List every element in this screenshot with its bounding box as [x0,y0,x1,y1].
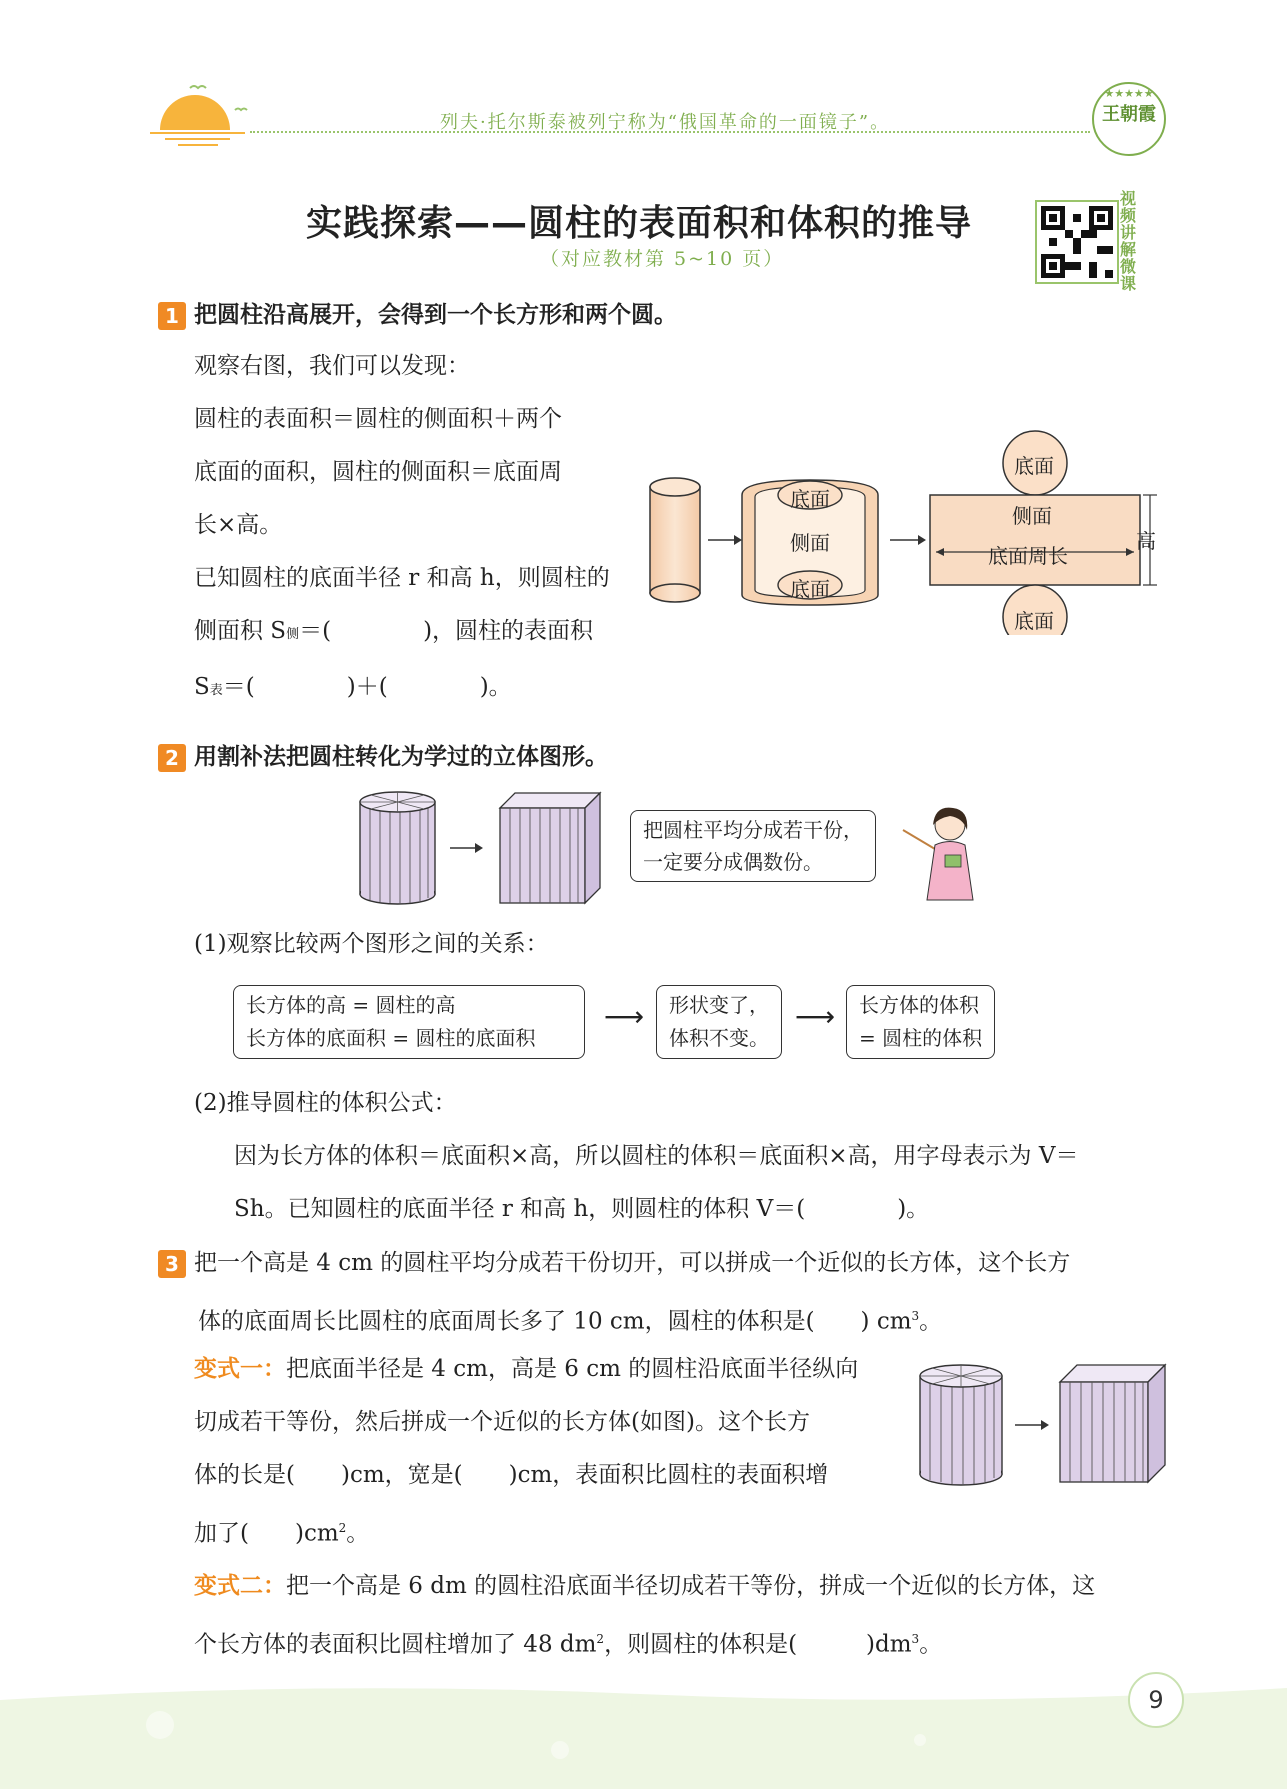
q1-heading [158,296,677,330]
q3-line-1-text: 把一个高是 4 cm 的圆柱平均分成若干份切开，可以拼成一个近似的长方体，这个长方 [194,1250,1071,1276]
variant1-line-4: 加了( )$cm^2$。 [194,1520,370,1547]
variant1-line-2: 切成若干等份，然后拼成一个近似的长方体(如图)。这个长方 [194,1409,810,1435]
label-base-bottom: 底面 [790,577,830,601]
sliced-cylinder [360,792,435,904]
small-cylinder [650,478,700,602]
label-base-top: 底面 [790,487,830,511]
speech-line-1: 把圆柱平均分成若干份， [643,818,863,842]
speech-line-2: 一定要分成偶数份。 [643,850,823,874]
q1-line-1: 观察右图，我们可以发现： [194,353,470,379]
q2-number: 2 [158,744,186,772]
relation-box-1-line-1: 长方体的高 = 圆柱的高 [246,993,456,1017]
label-circle-top: 底面 [1014,454,1054,478]
brand-logo [1092,82,1166,156]
q3-variant1 [194,1343,894,1561]
variant1-line-3: 体的长是( )cm，宽是( )cm，表面积比圆柱的表面积增 [194,1462,829,1488]
q2-part1-label: (1)观察比较两个图形之间的关系： [194,931,549,957]
arrow-icon: ⟶ [795,1000,836,1033]
relation-box-1-line-2: 长方体的底面积 = 圆柱的底面积 [246,1026,536,1050]
qr-code-icon [1041,206,1113,278]
q3-number: 3 [158,1250,186,1278]
page-number-badge [1128,1672,1184,1728]
q3-variant2-line-2: 个长方体的表面积比圆柱增加了 48 $dm^2$，则圆柱的体积是( )$dm^3$。 [194,1631,943,1658]
sliced-cylinder [920,1365,1002,1485]
qr-code[interactable] [1035,200,1119,284]
q1-line-2: 圆柱的表面积＝圆柱的侧面积＋两个 [194,406,562,432]
header-quote: 列夫·托尔斯泰被列宁称为“俄国革命的一面镜子”。 [440,112,891,133]
relation-box-3-line-1: 长方体的体积 [859,993,979,1017]
q2-heading-text: 用割补法把圆柱转化为学过的立体图形。 [194,744,608,770]
label-rect-lateral: 侧面 [1012,504,1052,528]
label-circle-bottom: 底面 [1014,609,1054,633]
q2-part2-line-1: 因为长方体的体积＝底面积×高，所以圆柱的体积＝底面积×高，用字母表示为 V＝ [234,1143,1079,1169]
variant2-label: 变式二： [194,1573,286,1599]
q1-unfold-diagram [640,425,1170,635]
sunset-icon [150,78,260,153]
relation-box-3 [846,985,995,1059]
arrow-icon: ⟶ [604,1000,645,1033]
variant1-line-1: 变式一：把底面半径是 4 cm，高是 6 cm 的圆柱沿底面半径纵向 [194,1356,859,1382]
relation-box-1 [233,985,585,1059]
q2-slice-diagram [355,788,605,908]
page-number: 9 [1148,1686,1164,1714]
teacher-speech-bubble [630,810,876,882]
q3-variant2-line-1: 变式二：把一个高是 6 dm 的圆柱沿底面半径切成若干等份，拼成一个近似的长方体，这 [194,1573,1096,1599]
label-lateral: 侧面 [790,531,830,555]
q1-line-4: 长×高。 [194,512,283,538]
footer-background [0,1680,1287,1789]
page-subtitle: （对应教材第 5~10 页） [540,248,785,270]
label-height: 高 [1136,529,1156,553]
relation-box-2-line-2: 体积不变。 [669,1026,769,1050]
q1-line-7: S表＝( )＋( )。 [194,674,512,700]
q3-line-1 [158,1237,1070,1290]
q2-part2-line-2: Sh。已知圆柱的底面半径 r 和高 h，则圆柱的体积 V＝( )。 [234,1196,930,1222]
q1-number: 1 [158,302,186,330]
qr-label: 视频讲解微课 [1120,189,1137,293]
label-rect-circumference: 底面周长 [988,544,1068,568]
page-title: 实践探索——圆柱的表面积和体积的推导 [306,203,973,244]
variant1-label: 变式一： [194,1356,286,1382]
q3-slice-diagram [915,1360,1170,1490]
brand-stars-icon: ★★★★★ [1104,87,1154,100]
q1-line-5: 已知圆柱的底面半径 r 和高 h，则圆柱的 [194,565,610,591]
sliced-cuboid [500,793,600,903]
relation-box-3-line-2: = 圆柱的体积 [859,1026,983,1050]
q3-line-2: 体的底面周长比圆柱的底面周长多了 10 cm，圆柱的体积是( ) $cm^3$。 [198,1308,943,1335]
q2-part2-label: (2)推导圆柱的体积公式： [194,1090,457,1116]
sliced-cuboid [1060,1365,1165,1482]
q1-line-6: 侧面积 S侧＝( )，圆柱的表面积 [194,618,594,644]
q1-line-3: 底面的面积，圆柱的侧面积＝底面周 [194,459,562,485]
q1-heading-text: 把圆柱沿高展开，会得到一个长方形和两个圆。 [194,302,677,328]
teacher-icon [895,800,995,905]
brand-logo-text: 王朝霞 [1102,104,1156,125]
relation-box-2-line-1: 形状变了， [669,993,769,1017]
q2-heading [158,738,608,772]
q1-text [194,340,634,717]
relation-box-2 [656,985,782,1059]
